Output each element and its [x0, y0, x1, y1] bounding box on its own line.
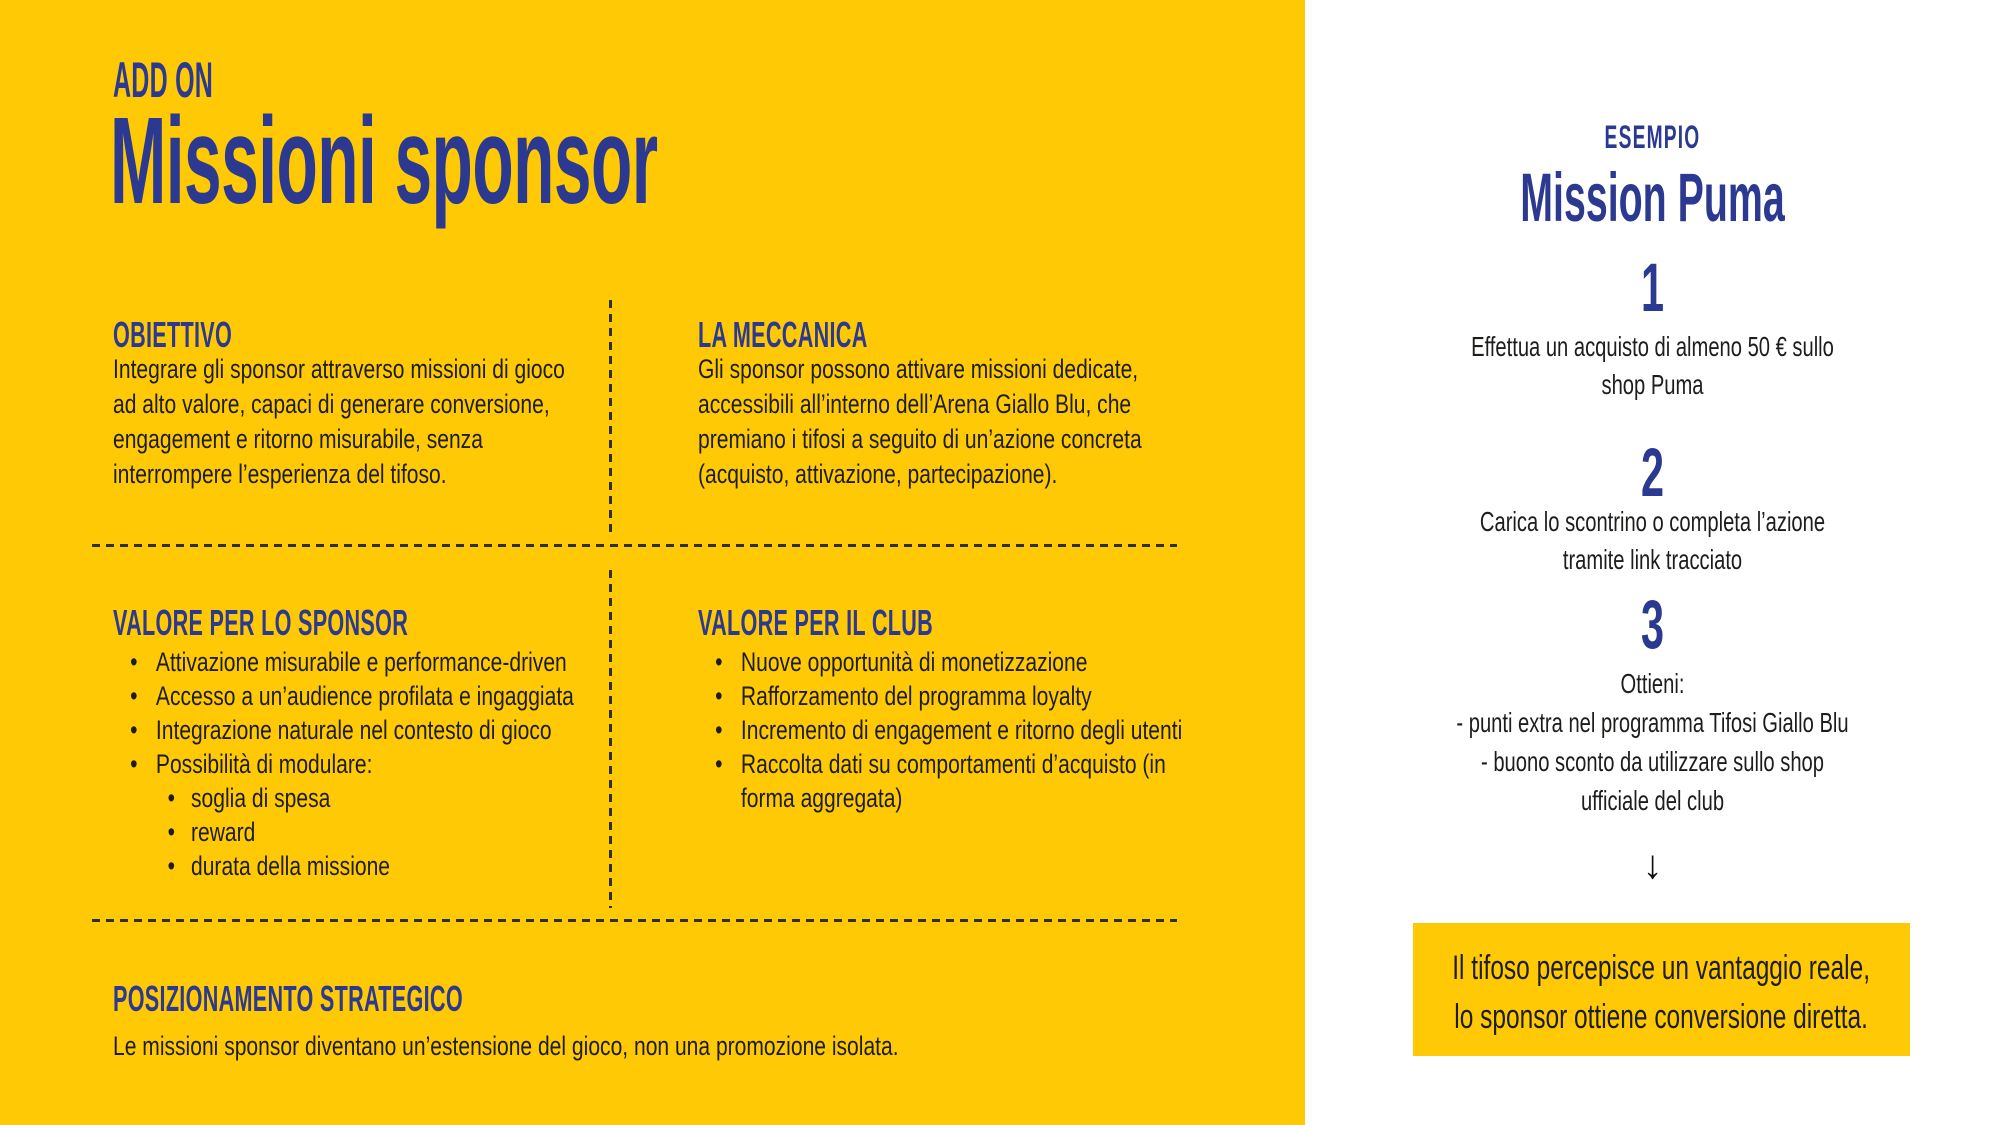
list-item-text	[741, 747, 1166, 815]
kicker-add-on: ADD ON	[113, 52, 214, 108]
posizionamento-body	[113, 1029, 899, 1063]
step-number-2: 2	[1640, 434, 1665, 511]
heading-obiettivo: OBIETTIVO	[113, 314, 233, 355]
sub-list-item	[113, 849, 574, 883]
step-2-text	[1402, 503, 1902, 579]
list-item	[698, 713, 1182, 747]
step-1-text	[1402, 328, 1902, 404]
callout-text	[1453, 944, 1871, 1042]
list-item	[113, 679, 574, 713]
sub-list-item	[113, 815, 574, 849]
text-line: Gli sponsor possono attivare missioni dedicate,	[698, 354, 1139, 384]
step-3-text	[1402, 664, 1902, 820]
text-line: Ottieni:	[1620, 668, 1685, 699]
text-line: Integrare gli sponsor attraverso missioni di gioco	[113, 354, 565, 384]
list-item-text: Integrazione naturale nel contesto di gioco	[155, 715, 552, 745]
list-item	[113, 713, 574, 747]
list-item-text: durata della missione	[191, 851, 391, 881]
divider-vertical-top	[609, 300, 612, 535]
bullet-icon: •	[130, 749, 138, 779]
bullet-icon: •	[167, 783, 175, 813]
divider-horizontal-lower	[92, 919, 1177, 922]
kicker-esempio: ESEMPIO	[1604, 119, 1701, 155]
divider-horizontal-upper	[92, 544, 1177, 547]
step-number-1: 1	[1640, 249, 1665, 326]
list-item	[698, 679, 1182, 713]
bullet-icon: •	[130, 647, 138, 677]
divider-vertical-bottom	[609, 570, 612, 908]
bullet-icon: •	[715, 681, 723, 711]
sponsor-bullet-list	[113, 645, 574, 883]
heading-la-meccanica: LA MECCANICA	[698, 314, 868, 355]
list-item	[113, 645, 574, 679]
text-line: premiano i tifosi a seguito di un’azione concreta	[698, 424, 1142, 454]
list-item-text: Accesso a un’audience profilata e ingaggiata	[155, 681, 574, 711]
list-item-text: Possibilità di modulare:	[155, 749, 373, 779]
text-line: tramite link tracciato	[1562, 544, 1743, 575]
example-title: Mission Puma	[1520, 159, 1785, 236]
text-line: - punti extra nel programma Tifosi Giallo Blu	[1456, 707, 1849, 738]
text-line: accessibili all’interno dell’Arena Giallo Blu, che	[698, 389, 1132, 419]
right-panel	[1305, 0, 2000, 1125]
step-number-3: 3	[1640, 586, 1665, 663]
list-item	[113, 747, 574, 781]
list-item-text: soglia di spesa	[191, 783, 331, 813]
bullet-icon: •	[715, 715, 723, 745]
heading-valore-sponsor: VALORE PER LO SPONSOR	[113, 602, 409, 643]
page-title: Missioni sponsor	[110, 93, 658, 230]
text-line: Le missioni sponsor diventano un’estensione del gioco, non una promozione isolata.	[113, 1031, 899, 1061]
list-item-text: Attivazione misurabile e performance-driven	[155, 647, 567, 677]
text-line: - buono sconto da utilizzare sullo shop	[1481, 746, 1824, 777]
text-line: forma aggregata)	[740, 783, 903, 813]
bullet-icon: •	[167, 817, 175, 847]
text-line: Carica lo scontrino o completa l’azione	[1479, 506, 1826, 537]
list-item	[698, 645, 1182, 679]
text-line: interrompere l’esperienza del tifoso.	[113, 459, 447, 489]
callout-box	[1413, 923, 1910, 1056]
bullet-icon: •	[130, 715, 138, 745]
list-item-text: reward	[191, 817, 256, 847]
list-item	[698, 747, 1182, 815]
text-line: (acquisto, attivazione, partecipazione).	[698, 459, 1058, 489]
meccanica-body	[698, 352, 1142, 492]
list-item-text: Rafforzamento del programma loyalty	[740, 681, 1092, 711]
text-line: Raccolta dati su comportamenti d’acquisto (in	[740, 749, 1166, 779]
sub-list-item	[113, 781, 574, 815]
bullet-icon: •	[167, 851, 175, 881]
heading-valore-club: VALORE PER IL CLUB	[698, 602, 934, 643]
heading-posizionamento: POSIZIONAMENTO STRATEGICO	[113, 978, 463, 1019]
text-line: Effettua un acquisto di almeno 50 € sullo	[1471, 331, 1834, 362]
text-line: engagement e ritorno misurabile, senza	[113, 424, 483, 454]
bullet-icon: •	[130, 681, 138, 711]
text-line: ufficiale del club	[1580, 785, 1725, 816]
down-arrow-icon: ↓	[1642, 843, 1663, 887]
text-line: shop Puma	[1601, 369, 1704, 400]
club-bullet-list	[698, 645, 1182, 815]
text-line: Il tifoso percepisce un vantaggio reale,	[1452, 948, 1871, 987]
text-line: ad alto valore, capaci di generare conversione,	[113, 389, 550, 419]
list-item-text: Incremento di engagement e ritorno degli utenti	[740, 715, 1183, 745]
list-item-text: Nuove opportunità di monetizzazione	[740, 647, 1088, 677]
obiettivo-body	[113, 352, 565, 492]
bullet-icon: •	[715, 647, 723, 677]
bullet-icon: •	[715, 749, 723, 779]
text-line: lo sponsor ottiene conversione diretta.	[1454, 997, 1869, 1036]
